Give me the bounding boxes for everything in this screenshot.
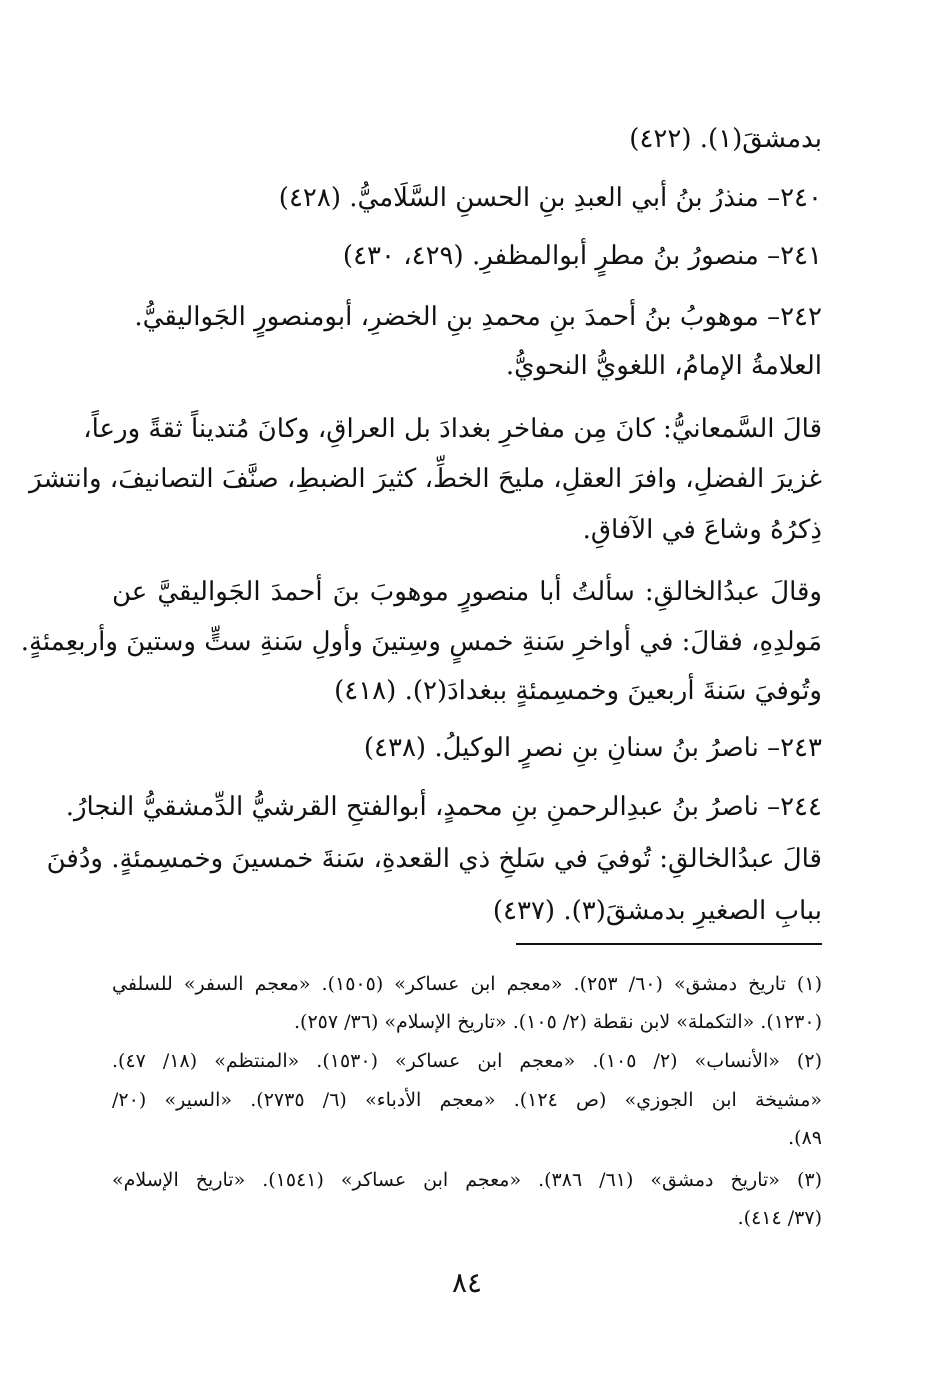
text-line: العلامةُ الإمامُ، اللغويُّ النحويُّ. (505, 351, 822, 381)
footnote-line: «مشيخة ابن الجوزي» (ص ١٢٤). «معجم الأدباء» (٦/ ٢٧٣٥). «السير» (٢٠/ (112, 1089, 822, 1111)
text-line: بدمشقَ(١). (٤٢٢) (629, 124, 822, 154)
page-number: ٨٤ (451, 1266, 483, 1299)
entry-240: ٢٤٠– منذرُ بنُ أبي العبدِ بنِ الحسنِ السَّلَاميُّ. (٤٢٨) (278, 183, 822, 213)
text-line: وقالَ عبدُالخالقِ: سألتُ أبا منصورٍ موهوبَ بنَ أحمدَ الجَواليقيَّ عن (112, 577, 822, 607)
text-line: غزيرَ الفضلِ، وافرَ العقلِ، مليحَ الخطِّ، كثيرَ الضبطِ، صنَّفَ التصانيفَ، وانتشرَ (29, 464, 822, 494)
entry-243: ٢٤٣– ناصرُ بنُ سنانِ بنِ نصرٍ الوكيلُ. (٤٣٨) (363, 733, 822, 763)
footnote-line: (٣) «تاريخ دمشق» (٦١/ ٣٨٦). «معجم ابن عساكر» (١٥٤١). «تاريخ الإسلام» (112, 1169, 822, 1191)
text-line: مَولدِهِ، فقالَ: في أواخرِ سَنةِ خمسٍ وسِتينَ وأولِ سَنةِ ستٍّ وستينَ وأربعِمئةٍ. (20, 627, 822, 657)
entry-241: ٢٤١– منصورُ بنُ مطرٍ أبوالمظفرِ. (٤٢٩، ٤٣٠) (342, 241, 822, 271)
text-line: قالَ السَّمعانيُّ: كانَ مِن مفاخرِ بغدادَ بل العراقِ، وكانَ مُتديناً ثقةً ورعاً، (83, 414, 822, 444)
entry-242: ٢٤٢– موهوبُ بنُ أحمدَ بنِ محمدِ بنِ الخضرِ، أبومنصورٍ الجَواليقيُّ. (134, 302, 822, 332)
footnote-line: (٣٧/ ٤١٤). (737, 1207, 822, 1229)
footnote-separator (516, 943, 822, 945)
text-line: ببابِ الصغيرِ بدمشقَ(٣). (٤٣٧) (492, 896, 822, 926)
text-line: وتُوفيَ سَنةَ أربعينَ وخمسِمئةٍ ببغدادَ(٢). (٤١٨) (334, 676, 822, 706)
text-line: قالَ عبدُالخالقِ: تُوفيَ في سَلخِ ذي القعدةِ، سَنةَ خمسينَ وخمسِمئةٍ. ودُفنَ (46, 844, 822, 874)
text-line: ذِكرُهُ وشاعَ في الآفاقِ. (582, 515, 822, 545)
entry-244: ٢٤٤– ناصرُ بنُ عبدِالرحمنِ بنِ محمدٍ، أبوالفتحِ القرشيُّ الدِّمشقيُّ النجارُ. (65, 792, 822, 822)
footnote-line: ٨٩). (788, 1127, 822, 1149)
footnote-line: (٢) «الأنساب» (٢/ ١٠٥). «معجم ابن عساكر» (١٥٣٠). «المنتظم» (١٨/ ٤٧). (112, 1050, 822, 1072)
footnote-line: (١) تاريخ دمشق» (٦٠/ ٢٥٣). «معجم ابن عساكر» (١٥٠٥). «معجم السفر» للسلفي (112, 973, 822, 995)
footnote-line: (١٢٣٠). «التكملة» لابن نقطة (٢/ ١٠٥). «تاريخ الإسلام» (٣٦/ ٢٥٧). (294, 1011, 822, 1033)
